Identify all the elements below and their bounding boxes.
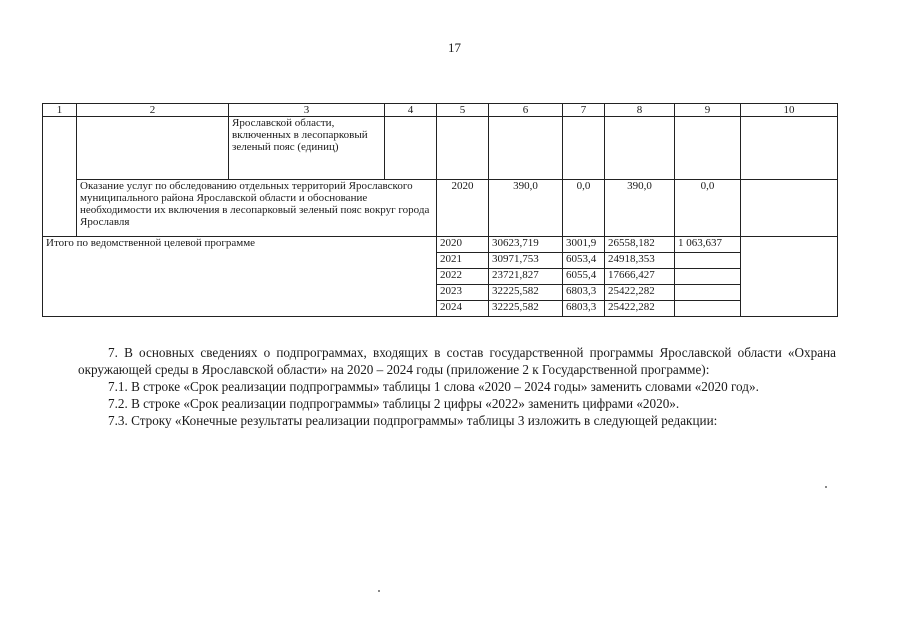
- total-sum-cell: 30971,753: [489, 253, 563, 269]
- table-cell: [741, 237, 838, 317]
- total-c7-cell: 6803,3: [563, 285, 605, 301]
- header-cell: 10: [741, 104, 838, 117]
- table-cell: [675, 117, 741, 180]
- table-cell: [385, 117, 437, 180]
- total-sum-cell: 32225,582: [489, 301, 563, 317]
- service-regional-cell: 390,0: [605, 180, 675, 237]
- paragraph-7-3: 7.3. Строку «Конечные результаты реализации подпрограммы» таблицы 3 изложить в следующей редакции:: [108, 413, 718, 428]
- page-number: 17: [448, 40, 461, 55]
- header-cell: 8: [605, 104, 675, 117]
- header-cell: 7: [563, 104, 605, 117]
- table-cell: [437, 117, 489, 180]
- program-table: [42, 103, 838, 317]
- header-cell: 2: [77, 104, 229, 117]
- paragraph-7: 7. В основных сведениях о подпрограммах, входящих в состав государственной программы Ярославской области «Охрана окружающей среды в Ярославской области» на 2020 – 2024 годы (приложение 2 к Государственной программе):: [78, 345, 836, 377]
- service-other-cell: 0,0: [675, 180, 741, 237]
- table-cell: [77, 117, 229, 180]
- service-federal-cell: 0,0: [563, 180, 605, 237]
- service-total-cell: 390,0: [489, 180, 563, 237]
- table-cell: [741, 117, 838, 180]
- table-cell: [741, 180, 838, 237]
- table-cell: [43, 117, 77, 237]
- total-sum-cell: 30623,719: [489, 237, 563, 253]
- total-year-cell: 2022: [437, 269, 489, 285]
- total-c7-cell: 6053,4: [563, 253, 605, 269]
- table-cell: [563, 117, 605, 180]
- total-sum-cell: 32225,582: [489, 285, 563, 301]
- total-c8-cell: 17666,427: [605, 269, 675, 285]
- scan-speck: [378, 590, 380, 592]
- total-c9-cell: [675, 269, 741, 285]
- table-cell: [489, 117, 563, 180]
- paragraph-7-2: 7.2. В строке «Срок реализации подпрограммы» таблицы 2 цифры «2022» заменить цифрами «2020».: [108, 396, 680, 411]
- table-header-row: [43, 104, 838, 117]
- header-cell: 5: [437, 104, 489, 117]
- scan-speck: [825, 486, 827, 488]
- total-year-cell: 2021: [437, 253, 489, 269]
- total-year-cell: 2024: [437, 301, 489, 317]
- total-year-cell: 2020: [437, 237, 489, 253]
- paragraph-7-1: 7.1. В строке «Срок реализации подпрограммы» таблицы 1 слова «2020 – 2024 годы» заменить словами «2020 год».: [108, 379, 759, 394]
- header-cell: 9: [675, 104, 741, 117]
- header-cell: 1: [43, 104, 77, 117]
- total-c7-cell: 6803,3: [563, 301, 605, 317]
- header-cell: 4: [385, 104, 437, 117]
- table-cell: [605, 117, 675, 180]
- table-row-service: [43, 180, 838, 237]
- total-year-cell: 2023: [437, 285, 489, 301]
- service-year-cell: 2020: [437, 180, 489, 237]
- total-c8-cell: 26558,182: [605, 237, 675, 253]
- table-row-continued: [43, 117, 838, 180]
- total-c9-cell: 1 063,637: [675, 237, 741, 253]
- total-c9-cell: [675, 253, 741, 269]
- service-description-cell: Оказание услуг по обследованию отдельных территорий Ярославского муниципального района Ярославской области и обоснование необходимости их включения в лесопарковый зеленый пояс вокруг города Ярославля: [77, 180, 437, 237]
- total-c8-cell: 25422,282: [605, 301, 675, 317]
- total-label-cell: Итого по ведомственной целевой программе: [43, 237, 437, 317]
- total-c9-cell: [675, 301, 741, 317]
- total-c7-cell: 6055,4: [563, 269, 605, 285]
- total-c7-cell: 3001,9: [563, 237, 605, 253]
- total-sum-cell: 23721,827: [489, 269, 563, 285]
- total-c8-cell: 24918,353: [605, 253, 675, 269]
- total-row: [43, 237, 838, 253]
- indicator-name-cell: Ярославской области, включенных в лесопарковый зеленый пояс (единиц): [229, 117, 385, 180]
- total-c8-cell: 25422,282: [605, 285, 675, 301]
- total-c9-cell: [675, 285, 741, 301]
- body-text: [78, 344, 836, 429]
- header-cell: 6: [489, 104, 563, 117]
- header-cell: 3: [229, 104, 385, 117]
